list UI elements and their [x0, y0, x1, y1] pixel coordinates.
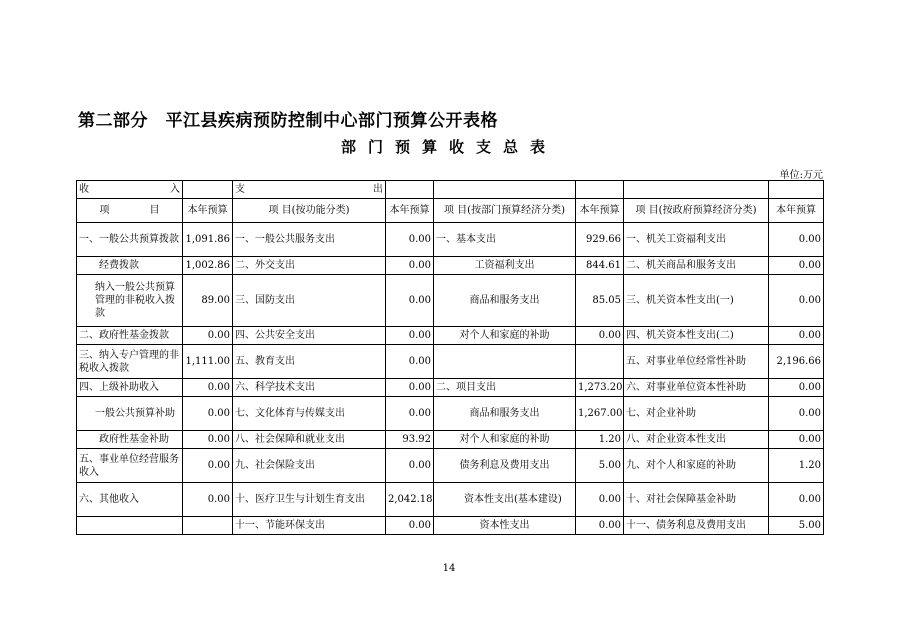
dept-econ-label	[434, 345, 576, 379]
function-value: 0.00	[386, 257, 434, 275]
function-label: 六、科学技术支出	[233, 379, 386, 397]
income-value	[183, 517, 233, 535]
table-row	[77, 397, 824, 431]
dept-econ-value: 5.00	[576, 449, 624, 483]
table-title: 部门预算收支总表	[340, 138, 557, 156]
gov-econ-label: 一、机关工资福利支出	[624, 223, 769, 257]
gov-econ-label: 二、机关商品和服务支出	[624, 257, 769, 275]
gov-econ-label: 五、对事业单位经常性补助	[624, 345, 769, 379]
dept-econ-label: 债务利息及费用支出	[434, 449, 576, 483]
function-label: 四、公共安全支出	[233, 327, 386, 345]
income-label: 四、上级补助收入	[77, 379, 183, 397]
gov-econ-label: 六、对事业单位资本性补助	[624, 379, 769, 397]
gov-econ-value: 0.00	[769, 483, 824, 517]
unit-label: 单位:万元	[779, 170, 823, 181]
gov-econ-label: 九、对个人和家庭的补助	[624, 449, 769, 483]
by-dept-econ-header: 项 目(按部门预算经济分类)	[434, 199, 576, 223]
income-value: 0.00	[183, 483, 233, 517]
empty-cell	[576, 181, 624, 199]
empty-cell	[769, 181, 824, 199]
empty-cell	[434, 181, 576, 199]
income-label: 三、纳入专户管理的非税收入拨款	[77, 345, 183, 379]
gov-econ-value: 0.00	[769, 223, 824, 257]
dept-econ-value: 85.05	[576, 275, 624, 327]
dept-econ-value: 0.00	[576, 517, 624, 535]
income-label: 五、事业单位经营服务收入	[77, 449, 183, 483]
function-label: 十一、节能环保支出	[233, 517, 386, 535]
function-value: 0.00	[386, 517, 434, 535]
dept-econ-label: 一、基本支出	[434, 223, 576, 257]
table-row	[77, 223, 824, 257]
income-label: 一、一般公共预算拨款	[77, 223, 183, 257]
gov-econ-value: 1.20	[769, 449, 824, 483]
income-label: 经费拨款	[77, 257, 183, 275]
by-function-header: 项 目(按功能分类)	[233, 199, 386, 223]
function-value: 0.00	[386, 275, 434, 327]
budget-header: 本年预算	[183, 199, 233, 223]
function-value: 0.00	[386, 345, 434, 379]
function-label: 二、外交支出	[233, 257, 386, 275]
gov-econ-value: 2,196.66	[769, 345, 824, 379]
table-row	[77, 327, 824, 345]
table-row	[77, 345, 824, 379]
gov-econ-value: 0.00	[769, 257, 824, 275]
expense-header: 支 出	[233, 181, 386, 199]
dept-econ-value: 0.00	[576, 483, 624, 517]
income-value: 0.00	[183, 449, 233, 483]
function-label: 三、国防支出	[233, 275, 386, 327]
gov-econ-value: 5.00	[769, 517, 824, 535]
gov-econ-value: 0.00	[769, 327, 824, 345]
income-value: 1,111.00	[183, 345, 233, 379]
income-value: 1,091.86	[183, 223, 233, 257]
table-row	[77, 483, 824, 517]
function-label: 七、文化体育与传媒支出	[233, 397, 386, 431]
budget-header: 本年预算	[386, 199, 434, 223]
gov-econ-value: 0.00	[769, 431, 824, 449]
function-label: 八、社会保障和就业支出	[233, 431, 386, 449]
budget-header: 本年预算	[576, 199, 624, 223]
function-value: 93.92	[386, 431, 434, 449]
dept-econ-label: 对个人和家庭的补助	[434, 431, 576, 449]
dept-econ-label: 工资福利支出	[434, 257, 576, 275]
income-label: 纳入一般公共预算管理的非税收入拨款	[77, 275, 183, 327]
dept-econ-value: 1,267.00	[576, 397, 624, 431]
empty-cell	[183, 181, 233, 199]
dept-econ-label: 资本性支出	[434, 517, 576, 535]
gov-econ-value: 0.00	[769, 379, 824, 397]
function-value: 0.00	[386, 449, 434, 483]
income-value: 89.00	[183, 275, 233, 327]
dept-econ-value: 929.66	[576, 223, 624, 257]
gov-econ-label: 十、对社会保障基金补助	[624, 483, 769, 517]
function-label: 一、一般公共服务支出	[233, 223, 386, 257]
income-value: 0.00	[183, 431, 233, 449]
dept-econ-label: 资本性支出(基本建设)	[434, 483, 576, 517]
income-label: 一般公共预算补助	[77, 397, 183, 431]
income-label: 政府性基金补助	[77, 431, 183, 449]
budget-header: 本年预算	[769, 199, 824, 223]
gov-econ-value: 0.00	[769, 275, 824, 327]
section-heading: 第二部分 平江县疾病预防控制中心部门预算公开表格	[78, 111, 498, 131]
table-row	[77, 517, 824, 535]
function-label: 九、社会保险支出	[233, 449, 386, 483]
dept-econ-label: 对个人和家庭的补助	[434, 327, 576, 345]
income-label	[77, 517, 183, 535]
table-row	[77, 449, 824, 483]
dept-econ-value	[576, 345, 624, 379]
table-row	[77, 379, 824, 397]
gov-econ-label: 十一、债务利息及费用支出	[624, 517, 769, 535]
function-value: 2,042.18	[386, 483, 434, 517]
page-number: 14	[442, 563, 456, 574]
table-row	[77, 257, 824, 275]
empty-cell	[386, 181, 434, 199]
dept-econ-value: 844.61	[576, 257, 624, 275]
income-label: 六、其他收入	[77, 483, 183, 517]
gov-econ-label: 三、机关资本性支出(一)	[624, 275, 769, 327]
dept-econ-label: 商品和服务支出	[434, 275, 576, 327]
income-value: 0.00	[183, 327, 233, 345]
budget-summary-table	[76, 180, 824, 535]
dept-econ-value: 1,273.20	[576, 379, 624, 397]
income-value: 1,002.86	[183, 257, 233, 275]
dept-econ-label: 二、项目支出	[434, 379, 576, 397]
gov-econ-value: 0.00	[769, 397, 824, 431]
function-value: 0.00	[386, 327, 434, 345]
function-label: 五、教育支出	[233, 345, 386, 379]
table-row	[77, 275, 824, 327]
by-gov-econ-header: 项 目(按政府预算经济分类)	[624, 199, 769, 223]
item-header: 项 目	[77, 199, 183, 223]
function-value: 0.00	[386, 223, 434, 257]
function-value: 0.00	[386, 397, 434, 431]
dept-econ-label: 商品和服务支出	[434, 397, 576, 431]
dept-econ-value: 0.00	[576, 327, 624, 345]
dept-econ-value: 1.20	[576, 431, 624, 449]
gov-econ-label: 七、对企业补助	[624, 397, 769, 431]
gov-econ-label: 八、对企业资本性支出	[624, 431, 769, 449]
table-row	[77, 431, 824, 449]
income-value: 0.00	[183, 397, 233, 431]
income-label: 二、政府性基金拨款	[77, 327, 183, 345]
header-row-1	[77, 181, 824, 199]
empty-cell	[624, 181, 769, 199]
gov-econ-label: 四、机关资本性支出(二)	[624, 327, 769, 345]
function-value: 0.00	[386, 379, 434, 397]
header-row-2	[77, 199, 824, 223]
function-label: 十、医疗卫生与计划生育支出	[233, 483, 386, 517]
income-header: 收 入	[77, 181, 183, 199]
income-value: 0.00	[183, 379, 233, 397]
